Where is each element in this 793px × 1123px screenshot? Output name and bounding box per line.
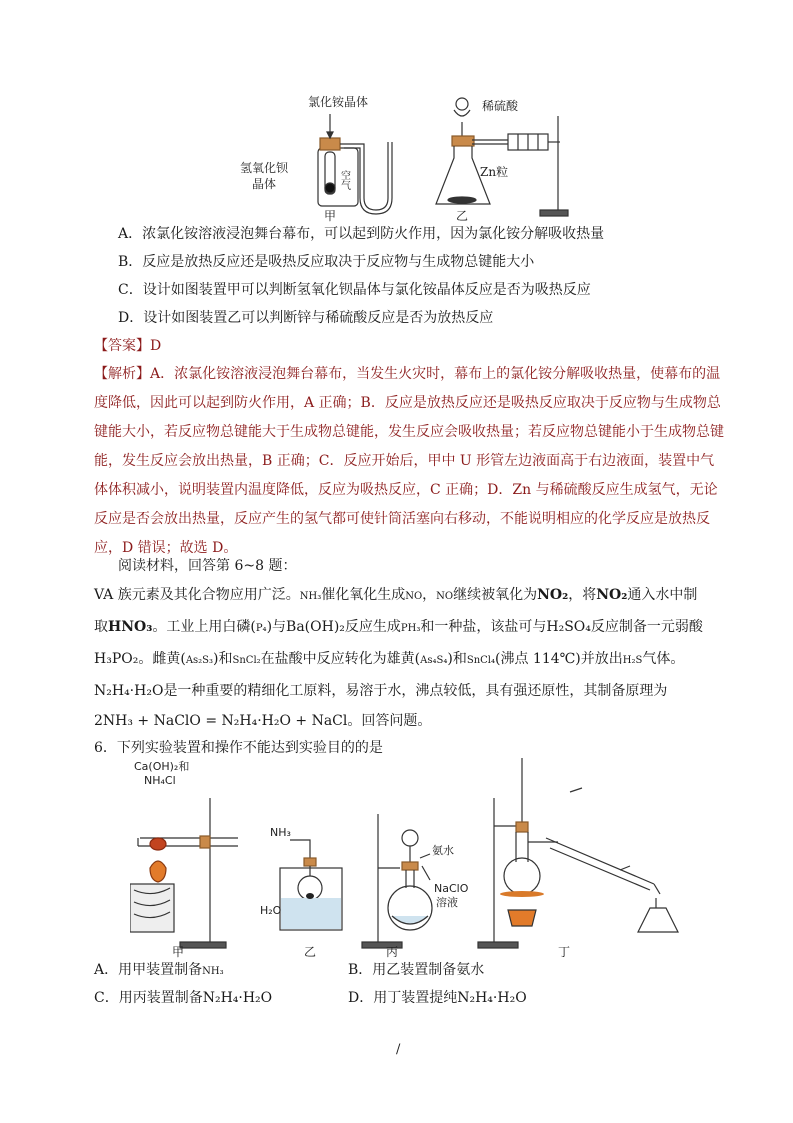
material-line-2	[94, 612, 724, 644]
apparatus-q6-jia	[130, 798, 238, 948]
formula-no: NO	[405, 591, 423, 602]
formula-h3po2: H₃PO₂	[94, 651, 139, 667]
q6-option-b: B．用乙装置制备氨水	[348, 962, 485, 978]
figure-apparatus-q6	[130, 758, 690, 958]
material-line-1	[94, 580, 724, 612]
answer-line	[94, 336, 704, 356]
label-nh4cl-crystal: 氯化铵晶体	[308, 95, 369, 109]
apparatus-q6-yi	[280, 840, 342, 930]
formula-h2so4: H₂SO₄	[546, 619, 591, 635]
analysis-tag: 【解析】	[94, 366, 150, 382]
q5-option-b: B．反应是放热反应还是吸热反应取决于反应物与生成物总键能大小	[118, 254, 535, 270]
formula-sncl2: SnCl₂	[232, 655, 261, 666]
material-text: (沸点 114℃)并放出	[495, 651, 623, 667]
option-text: A．用甲装置制备	[94, 962, 203, 978]
formula-baoh2: Ba(OH)₂	[286, 619, 345, 635]
q6-option-a	[94, 960, 224, 982]
material-text: 。雌黄(	[138, 651, 186, 667]
label-q6-ding: 丁	[558, 945, 571, 958]
label-q6-h2o: H₂O	[260, 904, 282, 917]
material-text: 。回答问题。	[347, 713, 432, 729]
formula-as4s4: As₄S₄	[420, 655, 448, 666]
material-text: 催化氧化生成	[321, 587, 406, 603]
apparatus-yi	[436, 98, 568, 216]
formula-n2h4-h2o: N₂H₄·H₂O	[94, 683, 164, 699]
apparatus-jia	[318, 114, 392, 214]
material-text: 在盐酸中反应转化为雄黄(	[260, 651, 421, 667]
answer-tag: 【答案】	[94, 338, 150, 354]
material-line-4	[94, 676, 724, 706]
analysis-text: A．浓氯化铵溶液浸泡舞台幕布，当发生火灾时，幕布上的氯化铵分解吸收热量，使幕布的温度降低，因此可以起到防火作用，A 正确；B．反应是放热反应还是吸热反应取决于反应物与生成物总键能大小，若反应物总键能大于生成物总键能，发生反应会吸收热量；若反应物总键能小于生成物总键能，发生反应会放出热量，B 正确；C．反应开始后，甲中 U 形管左边液面高于右边液面，装置中气体体积减小，说明装置内温度降低，反应为吸热反应，C 正确；D．Zn 与稀硫酸反应生成氢气，无论反应是否会放出热量，反应产生的氢气都可使针筒活塞向右移动，不能说明相应的化学反应是放热反应，D 错误；故选 D。	[94, 366, 724, 556]
material-text: )和	[213, 651, 233, 667]
material-line-5	[94, 706, 724, 736]
label-yi-1: 乙	[456, 209, 469, 222]
material-text: 通入水中制	[627, 587, 698, 603]
formula-no2: NO₂	[537, 587, 569, 603]
material-text: 和一种盐，该盐可与	[420, 619, 547, 635]
formula-as2s3: As₂S₃	[185, 655, 214, 666]
material-text: 气体。	[642, 651, 685, 667]
label-jia-1: 甲	[324, 209, 337, 222]
material-text: 继续被氧化为	[453, 587, 538, 603]
label-caoh2: Ca(OH)₂和	[134, 760, 190, 773]
figure-apparatus-jia-yi	[240, 92, 570, 222]
reaction-equation: 2NH₃ + NaClO = N₂H₄·H₂O + NaCl	[94, 713, 348, 729]
label-q6-ammonia: 氨水	[432, 844, 454, 857]
q5-option-a: A．浓氯化铵溶液浸泡舞台幕布，可以起到防火作用，因为氯化铵分解吸收热量	[118, 226, 605, 242]
reading-material	[94, 580, 724, 736]
label-q6-jia: 甲	[172, 945, 185, 958]
apparatus-q6-ding	[478, 758, 678, 948]
q5-option-d: D．设计如图装置乙可以判断锌与稀硫酸反应是否为放热反应	[118, 310, 494, 326]
formula-no2: NO₂	[596, 587, 628, 603]
formula-n2h4-h2o: N₂H₄·H₂O	[457, 990, 527, 1006]
formula-p4: P₄	[255, 623, 267, 634]
material-text: 取	[94, 619, 108, 635]
reading-intro: 阅读材料，回答第 6~8 题：	[118, 558, 297, 574]
material-text: 。工业上用白磷(	[152, 619, 256, 635]
material-text: )与	[266, 619, 287, 635]
q6-stem: 6．下列实验装置和操作不能达到实验目的的是	[94, 740, 383, 756]
option-text: C．用丙装置制备	[94, 990, 203, 1006]
formula-nh3: NH₃	[202, 966, 224, 977]
label-q6-naclo: NaClO	[434, 882, 469, 895]
page-number: /	[396, 1042, 401, 1057]
material-text: 是一种重要的精细化工原料，易溶于水，沸点较低，具有强还原性，其制备原理为	[163, 683, 668, 699]
formula-no: NO	[436, 591, 454, 602]
analysis-paragraph	[94, 360, 724, 563]
material-text: 反应制备一元弱酸	[590, 619, 703, 635]
material-text: ，将	[568, 587, 597, 603]
formula-sncl4: SnCl₄	[466, 655, 495, 666]
q6-option-d	[348, 988, 527, 1008]
label-q6-nh3: NH₃	[270, 826, 291, 839]
label-dilute-h2so4: 稀硫酸	[482, 99, 519, 113]
material-text: VA 族元素及其化合物应用广泛。	[94, 587, 300, 603]
label-baoh2-crystal: 晶体	[252, 177, 277, 191]
formula-ph3: PH₃	[400, 623, 421, 634]
label-baoh2: 氢氧化钡	[240, 161, 289, 175]
option-text: D．用丁装置提纯	[348, 990, 458, 1006]
label-q6-bing: 丙	[386, 945, 399, 958]
label-nh4cl: NH₄Cl	[144, 774, 176, 787]
label-air: 空气	[338, 170, 350, 190]
formula-nh3: NH₃	[299, 591, 322, 602]
label-q6-solution: 溶液	[436, 896, 458, 909]
material-text: 反应生成	[344, 619, 401, 635]
label-q6-yi: 乙	[304, 945, 317, 958]
apparatus-q6-bing	[362, 814, 432, 948]
formula-hno3: HNO₃	[108, 619, 153, 635]
material-text: ，	[422, 587, 437, 603]
formula-n2h4-h2o: N₂H₄·H₂O	[202, 990, 273, 1006]
material-text: )和	[447, 651, 467, 667]
answer-value: D	[150, 338, 162, 354]
q5-option-c: C．设计如图装置甲可以判断氢氧化钡晶体与氯化铵晶体反应是否为吸热反应	[118, 282, 591, 298]
formula-h2s: H₂S	[622, 655, 643, 666]
label-zn-granules: Zn粒	[480, 165, 509, 179]
q6-option-c	[94, 988, 272, 1008]
material-line-3	[94, 644, 724, 676]
